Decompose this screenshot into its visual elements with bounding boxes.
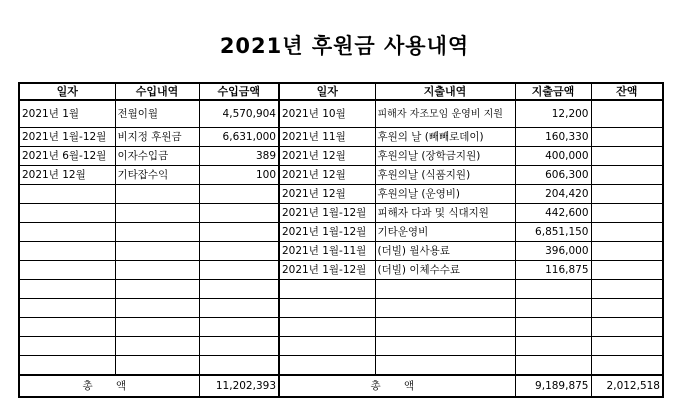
expense-amount-cell: [515, 280, 591, 299]
expense-date-cell: 2021년 1월-12월: [279, 204, 375, 223]
expense-total: 9,189,875: [515, 375, 591, 397]
expense-date-cell: [279, 280, 375, 299]
expense-date-cell: 2021년 10월: [279, 100, 375, 128]
balance-cell: [591, 261, 663, 280]
expense-amount-cell: 442,600: [515, 204, 591, 223]
income-item-cell: 기타잡수익: [115, 166, 199, 185]
expense-date-cell: [279, 299, 375, 318]
income-item-cell: [115, 185, 199, 204]
table-row: [19, 356, 663, 376]
expense-date-cell: 2021년 12월: [279, 166, 375, 185]
income-item-cell: [115, 223, 199, 242]
expense-date-cell: 2021년 11월: [279, 128, 375, 147]
expense-item-cell: 기타운영비: [375, 223, 515, 242]
expense-amount-cell: 12,200: [515, 100, 591, 128]
income-date-cell: [19, 204, 115, 223]
income-amount-cell: 100: [199, 166, 279, 185]
expense-amount-cell: [515, 318, 591, 337]
expense-amount-cell: [515, 337, 591, 356]
balance-cell: [591, 128, 663, 147]
income-date-cell: [19, 318, 115, 337]
balance-cell: [591, 337, 663, 356]
expense-date-cell: [279, 337, 375, 356]
total-row: [19, 375, 663, 397]
income-amount-cell: [199, 223, 279, 242]
expense-item-cell: 후원의 날 (빼빼로데이): [375, 128, 515, 147]
expense-item-cell: 피해자 자조모임 운영비 지원: [375, 100, 515, 128]
page-title: 2021년 후원금 사용내역: [219, 34, 470, 58]
expense-amount-cell: [515, 299, 591, 318]
header-expense-item: 지출내역: [375, 83, 515, 100]
expense-item-cell: [375, 337, 515, 356]
header-row: [19, 83, 663, 100]
expense-amount-cell: 160,330: [515, 128, 591, 147]
income-item-cell: 이자수입금: [115, 147, 199, 166]
expense-amount-cell: 6,851,150: [515, 223, 591, 242]
income-item-cell: [115, 318, 199, 337]
expense-amount-cell: 606,300: [515, 166, 591, 185]
expense-item-cell: [375, 280, 515, 299]
income-amount-cell: [199, 280, 279, 299]
expense-date-cell: [279, 318, 375, 337]
expense-item-cell: 후원의날 (식품지원): [375, 166, 515, 185]
expense-item-cell: [375, 318, 515, 337]
expense-amount-cell: 204,420: [515, 185, 591, 204]
table-row: [19, 185, 663, 204]
donation-ledger-table: [18, 82, 664, 398]
table-row: [19, 166, 663, 185]
table-row: [19, 128, 663, 147]
expense-date-cell: 2021년 1월-12월: [279, 261, 375, 280]
balance-cell: [591, 166, 663, 185]
expense-amount-cell: 116,875: [515, 261, 591, 280]
table-row: [19, 204, 663, 223]
income-date-cell: [19, 337, 115, 356]
income-item-cell: [115, 261, 199, 280]
balance-cell: [591, 242, 663, 261]
expense-item-cell: [375, 299, 515, 318]
balance-total: 2,012,518: [591, 375, 663, 397]
expense-date-cell: 2021년 1월-12월: [279, 223, 375, 242]
income-total: 11,202,393: [199, 375, 279, 397]
income-date-cell: [19, 261, 115, 280]
table-row: [19, 100, 663, 128]
table-row: [19, 299, 663, 318]
balance-cell: [591, 299, 663, 318]
income-item-cell: 비지정 후원금: [115, 128, 199, 147]
header-expense-amount: 지출금액: [515, 83, 591, 100]
header-balance: 잔액: [591, 83, 663, 100]
expense-item-cell: (더빌) 이체수수료: [375, 261, 515, 280]
expense-amount-cell: 400,000: [515, 147, 591, 166]
expense-item-cell: 피해자 다과 및 식대지원: [375, 204, 515, 223]
balance-cell: [591, 318, 663, 337]
expense-date-cell: [279, 356, 375, 376]
income-item-cell: [115, 356, 199, 376]
income-date-cell: 2021년 6월-12월: [19, 147, 115, 166]
income-item-cell: [115, 242, 199, 261]
income-amount-cell: [199, 318, 279, 337]
income-item-cell: [115, 280, 199, 299]
income-date-cell: [19, 242, 115, 261]
header-expense-date: 일자: [279, 83, 375, 100]
income-amount-cell: [199, 299, 279, 318]
income-amount-cell: [199, 242, 279, 261]
table-row: [19, 147, 663, 166]
income-amount-cell: 4,570,904: [199, 100, 279, 128]
table-row: [19, 261, 663, 280]
header-income-item: 수입내역: [115, 83, 199, 100]
balance-cell: [591, 147, 663, 166]
expense-item-cell: [375, 356, 515, 376]
income-date-cell: [19, 280, 115, 299]
balance-cell: [591, 280, 663, 299]
income-amount-cell: [199, 185, 279, 204]
balance-cell: [591, 356, 663, 376]
income-item-cell: [115, 299, 199, 318]
expense-date-cell: 2021년 12월: [279, 185, 375, 204]
income-amount-cell: 6,631,000: [199, 128, 279, 147]
income-date-cell: [19, 356, 115, 376]
table-row: [19, 337, 663, 356]
balance-cell: [591, 223, 663, 242]
income-date-cell: [19, 223, 115, 242]
table-row: [19, 318, 663, 337]
income-item-cell: [115, 204, 199, 223]
income-item-cell: 전월이월: [115, 100, 199, 128]
income-date-cell: 2021년 1월: [19, 100, 115, 128]
income-amount-cell: [199, 337, 279, 356]
expense-item-cell: 후원의날 (운영비): [375, 185, 515, 204]
expense-date-cell: 2021년 1월-11월: [279, 242, 375, 261]
header-income-amount: 수입금액: [199, 83, 279, 100]
table-row: [19, 223, 663, 242]
income-date-cell: 2021년 12월: [19, 166, 115, 185]
income-date-cell: 2021년 1월-12월: [19, 128, 115, 147]
table-row: [19, 242, 663, 261]
expense-amount-cell: 396,000: [515, 242, 591, 261]
income-date-cell: [19, 299, 115, 318]
table-row: [19, 280, 663, 299]
income-item-cell: [115, 337, 199, 356]
expense-date-cell: 2021년 12월: [279, 147, 375, 166]
income-total-label: 총 액: [19, 375, 199, 397]
expense-item-cell: 후원의날 (장학금지원): [375, 147, 515, 166]
income-amount-cell: [199, 204, 279, 223]
expense-amount-cell: [515, 356, 591, 376]
income-amount-cell: 389: [199, 147, 279, 166]
expense-total-label: 총 액: [279, 375, 515, 397]
income-amount-cell: [199, 261, 279, 280]
income-amount-cell: [199, 356, 279, 376]
balance-cell: [591, 100, 663, 128]
income-date-cell: [19, 185, 115, 204]
expense-item-cell: (더빌) 월사용료: [375, 242, 515, 261]
balance-cell: [591, 185, 663, 204]
balance-cell: [591, 204, 663, 223]
header-income-date: 일자: [19, 83, 115, 100]
